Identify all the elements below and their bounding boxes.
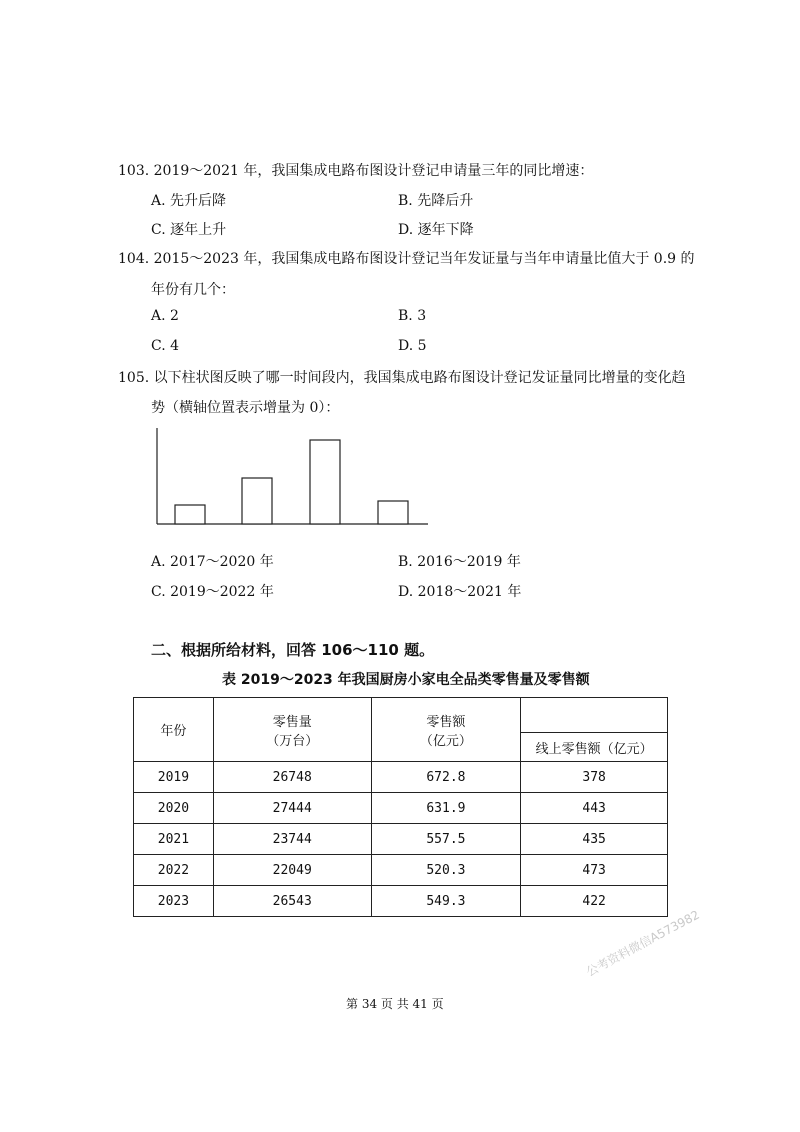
cell-sales: 672.8 (371, 762, 521, 793)
header-blank (521, 698, 668, 733)
bar-2 (242, 478, 272, 524)
cell-online: 473 (521, 855, 668, 886)
cell-year: 2020 (134, 793, 214, 824)
cell-year: 2022 (134, 855, 214, 886)
question-text: 以下柱状图反映了哪一时间段内，我国集成电路布图设计登记发证量同比增量的变化趋 (153, 370, 686, 386)
cell-online: 435 (521, 824, 668, 855)
option-a[interactable]: A. 2017～2020 年 (151, 554, 274, 570)
header-year: 年份 (134, 698, 214, 762)
cell-volume: 26748 (213, 762, 371, 793)
cell-volume: 23744 (213, 824, 371, 855)
question-text: 2019～2021 年，我国集成电路布图设计登记申请量三年的同比增速： (153, 163, 594, 179)
question-105-stem (118, 367, 686, 387)
header-volume-label: 零售量 (272, 714, 312, 730)
bar-chart (150, 420, 440, 532)
bar-4 (378, 501, 408, 524)
option-c[interactable]: C. 逐年上升 (151, 222, 227, 238)
option-b[interactable]: B. 先降后升 (398, 193, 474, 209)
cell-year: 2019 (134, 762, 214, 793)
page-footer: 第 34 页 共 41 页 (346, 997, 444, 1011)
question-104-stem-line2: 年份有几个： (151, 282, 235, 298)
table-row (134, 824, 668, 855)
option-d[interactable]: D. 2018～2021 年 (398, 584, 522, 600)
section-title: 二、根据所给材料，回答 106～110 题。 (151, 641, 435, 659)
header-sales (371, 698, 521, 762)
option-d[interactable]: D. 逐年下降 (398, 222, 474, 238)
table-row (134, 886, 668, 917)
cell-online: 378 (521, 762, 668, 793)
question-number: 103. (118, 163, 150, 179)
cell-sales: 520.3 (371, 855, 521, 886)
table-row (134, 762, 668, 793)
table-row (134, 855, 668, 886)
cell-year: 2021 (134, 824, 214, 855)
table-row (134, 793, 668, 824)
cell-online: 422 (521, 886, 668, 917)
watermark: 公考资料微信A573982 (583, 907, 702, 980)
option-c[interactable]: C. 2019～2022 年 (151, 584, 274, 600)
bar-1 (175, 505, 205, 524)
question-number: 104. (118, 251, 150, 267)
cell-volume: 27444 (213, 793, 371, 824)
bar-3 (310, 440, 340, 524)
question-104-stem (118, 248, 695, 268)
cell-sales: 631.9 (371, 793, 521, 824)
option-b[interactable]: B. 2016～2019 年 (398, 554, 521, 570)
cell-sales: 557.5 (371, 824, 521, 855)
cell-online: 443 (521, 793, 668, 824)
table-title: 表 2019～2023 年我国厨房小家电全品类零售量及零售额 (222, 672, 590, 688)
question-text: 2015～2023 年，我国集成电路布图设计登记当年发证量与当年申请量比值大于 0.9 的 (153, 251, 695, 267)
header-sales-label: 零售额 (426, 714, 466, 730)
data-table (133, 697, 668, 917)
option-a[interactable]: A. 2 (151, 308, 179, 324)
option-b[interactable]: B. 3 (398, 308, 427, 324)
option-c[interactable]: C. 4 (151, 338, 180, 354)
header-sales-unit: （亿元） (419, 733, 472, 749)
header-volume-unit: （万台） (266, 733, 319, 749)
header-online-sales: 线上零售额（亿元） (521, 733, 668, 762)
option-a[interactable]: A. 先升后降 (151, 193, 227, 209)
question-105-stem-line2: 势（横轴位置表示增量为 0）： (151, 400, 340, 416)
option-d[interactable]: D. 5 (398, 338, 427, 354)
question-number: 105. (118, 370, 150, 386)
cell-volume: 22049 (213, 855, 371, 886)
cell-sales: 549.3 (371, 886, 521, 917)
cell-volume: 26543 (213, 886, 371, 917)
header-volume (213, 698, 371, 762)
cell-year: 2023 (134, 886, 214, 917)
question-103-stem (118, 160, 593, 180)
